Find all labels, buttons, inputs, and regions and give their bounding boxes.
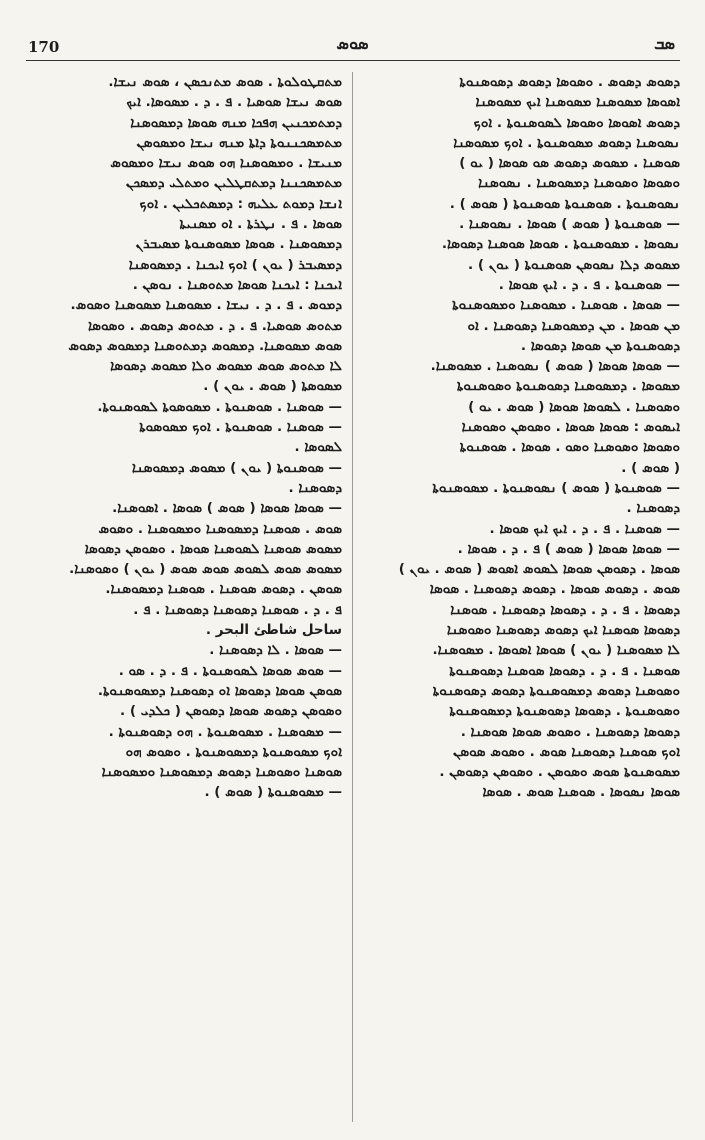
text-line: ساحل شاطئ البحر . xyxy=(205,622,342,639)
text-line: ܐܢܫܐ ܕܡܘܬ ܥܠܝܗ : ܕܡܣܬܟܠܝܢ . ܐܘܟ xyxy=(139,195,342,212)
text-line: ܡܣܘܣܐ . ܕܡܣܘܣܢܐ ܕܣܘܣܢܘܬܐ ܘܣܘܣܢܘܬܐ xyxy=(456,378,680,395)
header-rule xyxy=(26,60,680,61)
text-line: ܕܣܘܣܢܐ . xyxy=(626,500,680,517)
page-number: 170 xyxy=(28,38,60,56)
text-line: ܣܘܣܐ . ܦ . ܢܛܪܬܐ . ܐܘ ܡܣܢܝܬܐ xyxy=(179,216,342,233)
text-line: ܡܬܡܣܟܢܢܘܬܐ ܕܐܬܐ ܡܢܗ ܢܝܫܐ ܘܡܣܘܣܢ xyxy=(136,134,342,151)
text-line: — ܣܘܣܢܘܬܐ ( ܝܘܢ ) ܡܣܘܣ ܕܡܣܘܣܢܐ xyxy=(131,459,342,476)
text-line: ܘܣܘܣܢܐ ܕܣܘܣ ܕܡܣܘܣܢܘܬܐ ܕܣܘܣ ܕܣܘܣܢܘܬܐ xyxy=(432,682,680,699)
text-line: ܐܝܣܘܣ : ܣܘܣܐ ܣܘܣܐ . ܘܣܘܣܢ ܘܣܘܣܢܐ xyxy=(461,419,680,436)
text-line: ܠܐ ܡܬܘܣ ܣܘܣ ܡܣܘܣ ܘܠܐ ܡܣܘܣ ܕܣܘܣܐ xyxy=(110,358,342,375)
text-line: ܘܣܘܣܢܘܬܐ . ܕܣܘܣܐ ܕܣܘܣܢܘܬܐ ܕܡܣܘܣܢܘܬܐ xyxy=(449,703,680,720)
text-line: ܡܣܘܣ ܣܘܣܢܐ ܠܣܘܣܢܐ ܣܘܣܐ . ܘܣܘܣܢ ܕܣܘܣܐ xyxy=(84,540,342,557)
text-line: ܐܝܟܢܐ : ܐܝܟܢܐ ܣܘܣܐ ܡܬܘܣܢܐ . ܢܘܣܢ . xyxy=(132,276,342,293)
text-line: ܕܣܘܣܐ . ܦ . ܕ . ܕܣܘܣܐ ܕܣܘܣܢܐ . ܣܘܣܢܐ xyxy=(450,601,680,618)
text-line: ܦ . ܕ . ܣܘܣܢܐ ܕܣܘܣܢܐ ܕܣܘܣܢܐ . ܦ . xyxy=(133,601,342,618)
text-line: — ܣܘܣܐ ܣܘܣܐ ( ܣܘܣ ) ܢܣܘܣܢܐ . ܡܣܘܣܢܐ. xyxy=(430,358,680,375)
text-line: — ܣܘܣܢܘܬܐ . ܦ . ܕ . ܐܝܟ ܣܘܣܐ . xyxy=(498,276,680,293)
text-line: — ܣܘܣܢܐ . ܣܘܣܢܘܬܐ . ܐܘܟ ܡܣܘܣܘܬܐ xyxy=(139,419,342,436)
text-line: — ܣܘܣܢܘܬܐ ( ܣܘܣ ) ܢܣܘܣܢܘܬܐ . ܡܣܘܣܢܘܬܐ xyxy=(432,479,680,496)
text-line: — ܣܘܣܢܐ . ܦ . ܕ . ܐܝܟ ܐܝܟ ܣܘܣܐ . xyxy=(489,520,680,537)
text-line: ( ܣܘܣ ) . xyxy=(621,459,680,476)
text-line: ܣܘܣ . ܣܘܣܢܐ ܕܡܣܘܣܢܐ ܘܡܣܘܣܢܐ . ܘܣܘܣ xyxy=(98,520,342,537)
text-line: ܣܘܣܐ . ܕܣܘܣܢ ܣܘܣܐ ܠܣܘܣ ܐܣܘܣ ( ܣܘܣ . ܝܘܢ ) xyxy=(398,561,680,578)
guide-word: ܣܒ xyxy=(654,34,675,53)
text-line: ܕܣܘܣ ܐܣܘܣܐ ܘܣܘܣܐ ܠܣܘܣܢܘܬܐ . ܐܘܟ xyxy=(473,114,680,131)
text-line: — ܡܣܘܣܢܐ . ܡܣܘܣܢܘܬܐ . ܗܘ ܕܣܘܣܢܘܬܐ . xyxy=(108,723,342,740)
text-line: ܣܘܣ ܢܝܫܐ ܣܘܣܝܐ . ܦ . ܕ . ܡܣܘܣܐ. ܐܝܟ xyxy=(126,94,342,111)
text-line: ܘܣܘܣܐ ܘܣܘܣܢܐ ܕܡܣܘܣܢܐ . ܢܣܘܣܢܐ xyxy=(478,175,680,192)
text-line: ܡܢܝܫܐ . ܘܡܣܘܣܢܐ ܗܘ ܣܘܣ ܢܝܫܐ ܘܡܣܘܣ xyxy=(110,155,342,172)
running-head: ܣܘܣ xyxy=(336,34,369,53)
text-line: ܐܣܘܣܐ ܡܣܘܣܢܐ ܡܣܘܣܢܐ ܐܝܟ ܡܣܘܣܢܐ xyxy=(475,94,680,111)
text-line: — ܣܘܣܐ ܣܘܣܐ ( ܣܘܣ ) ܦ . ܕ . ܣܘܣܐ . xyxy=(457,540,680,557)
text-line: ܢܣܘܣܢܐ ܕܣܘܣ ܡܣܘܣܢܘܬܐ . ܐܘܟ ܡܣܘܣܢܐ xyxy=(453,134,680,151)
text-line: ܐܘܟ ܣܘܣܢܐ ܕܣܘܣܢܐ ܣܘܣ . ܘܣܘܣ ܣܘܣܢ xyxy=(453,743,680,760)
text-line: ܐܘܟ ܡܣܘܣܢܘܬܐ ܕܡܣܘܣܢܘܬܐ . ܘܣܘܣ ܗܘ xyxy=(125,743,342,760)
text-line: — ܣܘܣ ܣܘܣܐ ܠܣܘܣܢܘܬܐ . ܦ . ܕ . ܣܘ . xyxy=(118,662,342,679)
text-line: — ܣܘܣܐ . ܠܐ ܕܣܘܣܢܐ . xyxy=(209,642,342,659)
text-line: ܕܣܘܣܢܘܬܐ ܡܢ ܣܘܣܐ ܕܣܘܣܐ . xyxy=(520,337,680,354)
text-line: — ܡܣܘܣܢܘܬܐ ( ܣܘܣ ) . xyxy=(204,784,342,801)
text-line: ܕܣܘܣܐ ܣܘܣܢܐ ܐܝܟ ܕܣܘܣ ܕܣܘܣܢܐ ܘܣܘܣܢܐ xyxy=(446,622,680,639)
text-line: ܣܘܣ ܡܣܘܣܢܐ. ܕܡܣܘܣ ܕܡܬܘܣܢܐ ܕܡܣܘܣ ܕܣܘܣ xyxy=(68,337,342,354)
text-line: ܘܣܘܣܢ ܕܣܘܣ ܣܘܣܐ ܕܣܘܣܢ ( ܟܠܕܝ ) . xyxy=(120,703,342,720)
text-line: ܡܣܘܣܬܐ ( ܣܘܣ . ܝܘܢ ) . xyxy=(203,378,342,395)
text-line: ܣܘܣܐ ܢܣܘܣܐ . ܣܘܣܢܐ ܣܘܣ . ܣܘܣܐ xyxy=(482,784,680,801)
text-line: ܡܣܘܣܢܘܬܐ ܣܘܣ ܘܣܘܣܢ . ܘܣܘܣܢ ܕܣܘܣܢ . xyxy=(439,764,680,781)
text-line: ܡܬܡܣܟܢܢܐ ܕܡܬܩܛܠܝܢ ܘܡܬܠܝ ܕܡܣܟܢ xyxy=(126,175,342,192)
text-line: ܣܘܣܢܐ . ܡܣܘܣ ܕܣܘܣ ܣܘ ܣܘܣܐ ( ܝܘ ) xyxy=(459,155,680,172)
text-line: ܕܣܘܣ ܕܣܘܣ . ܘܣܘܣܐ ܕܣܘܣ ܕܣܘܣܢܘܬܐ xyxy=(459,74,680,90)
left-column xyxy=(24,72,342,1122)
text-line: ܕܡܬܡܟܢܝܢ ܗܦܟܐ ܡܢܗ ܣܘܣܐ ܕܡܣܘܣܢܐ xyxy=(130,114,342,131)
text-line: ܕܡܣܝܒܪ ( ܝܘܢ ) ܐܘܟ ܐܝܟܢܐ . ܕܡܣܘܣܢܐ xyxy=(128,256,342,273)
text-line: ܕܡܘܣ . ܦ . ܕ . ܢܝܫܐ . ܡܣܘܣܢܐ ܡܣܘܣܢܐ ܘܣܘܣ. xyxy=(70,297,342,314)
text-line: ܣܘܣܢܐ . ܦ . ܕ . ܕܣܘܣܐ ܣܘܣܢܐ ܕܣܘܣܢܘܬܐ xyxy=(449,662,680,679)
text-line: ܡܣܘܣ ܕܠܐ ܢܣܘܣܢ ܣܘܣܢܘܬܐ ( ܝܘܢ ) . xyxy=(468,256,680,273)
text-line: ܠܣܘܣܐ . xyxy=(294,439,342,456)
text-line: ܣܘܣܢܐ ܘܣܘܣܢܐ ܕܣܘܣ ܕܡܣܘܣܢܐ ܘܡܣܘܣܢܐ xyxy=(101,764,342,781)
text-line: ܡܬܩܛܘܠܘܬܐ . ܣܘܣ ܡܬܢܟܣܢ ، ܣܘܣ ܢܝܫܐ. xyxy=(108,74,342,90)
text-line: ܡܣܘܣ ܣܘܣ ܠܣܘܣ ܣܘܣ ܣܘܣ ( ܝܘܢ ) ܘܣܘܣܢܐ. xyxy=(69,561,342,578)
text-line: ܢܣܘܣܐ . ܡܣܘܣܢܘܬܐ . ܣܘܣܐ ܣܘܣܢܐ ܕܣܘܣܐ. xyxy=(441,236,680,253)
text-line: ܘܣܘܣܢܐ . ܠܣܘܣܐ ܣܘܣܐ ( ܣܘܣ . ܝܘ ) xyxy=(468,398,680,415)
text-line: ܠܐ ܡܣܘܣܢܐ ( ܝܘܢ ) ܣܘܣܐ ܐܣܘܣܐ . ܡܣܘܣܢܐ. xyxy=(432,642,680,659)
text-line: — ܣܘܣܐ . ܣܘܣܢܐ . ܡܣܘܣܢܐ ܘܡܣܘܣܢܘܬܐ xyxy=(452,297,680,314)
text-line: ܡܢ ܣܘܣܐ . ܡܢ ܕܡܣܘܣܢܐ ܕܣܘܣܢܐ . ܐܘ xyxy=(467,317,680,334)
text-line: ܣܘܣ . ܕܣܘܣ ܣܘܣܐ . ܕܣܘܣ ܕܣܘܣܢܐ . ܣܘܣܐ xyxy=(429,581,680,598)
text-line: ܣܘܣܢ . ܕܣܘܣ ܣܘܣܢܐ . ܣܘܣܢܐ ܕܡܣܘܣܢܐ. xyxy=(105,581,342,598)
text-line: — ܣܘܣܐ ܣܘܣܐ ( ܣܘܣ ) ܣܘܣܐ . ܐܣܘܣܢܐ. xyxy=(112,500,342,517)
column-divider xyxy=(352,72,353,1122)
text-line: ܣܘܣܢ ܣܘܣܐ ܕܣܘܣܐ ܐܘ ܕܣܘܣܢܐ ܕܡܣܘܣܢܘܬܐ. xyxy=(97,682,342,699)
text-line: ܕܣܘܣܢܐ . xyxy=(288,479,342,496)
text-line: ܕܣܘܣܐ ܕܣܘܣܢܐ . ܘܣܘܣ ܣܘܣܐ ܣܘܣܢܐ . xyxy=(460,723,680,740)
text-line: — ܣܘܣܢܘܬܐ ( ܣܘܣ ) ܣܘܣܐ . ܢܣܘܣܢܐ . xyxy=(459,216,680,233)
text-line: ܢܣܘܣܢܘܬܐ . ܣܘܣܢܘܬܐ ܣܘܣܢܘܬܐ ( ܣܘܣ ) . xyxy=(449,195,680,212)
right-column xyxy=(362,72,680,1122)
text-line: ܡܬܘܣ ܣܘܣܝܐ. ܦ . ܕ . ܡܬܘܣ ܕܣܘܣ . ܘܣܘܣܐ xyxy=(88,317,342,334)
text-line: ܕܡܣܘܣܢܐ . ܣܘܣܐ ܡܣܘܣܢܘܬܐ ܡܣܝܒܪܢ xyxy=(135,236,342,253)
page-header xyxy=(0,30,705,60)
text-line: ܘܣܘܣܐ ܘܣܘܣܢܐ ܘܣܘ . ܣܘܣܐ . ܣܘܣܢܘܬܐ xyxy=(459,439,680,456)
text-line: — ܣܘܣܢܐ . ܣܘܣܢܘܬܐ . ܡܣܘܣܘܬܐ ܠܣܘܣܢܘܬܐ. xyxy=(97,398,342,415)
